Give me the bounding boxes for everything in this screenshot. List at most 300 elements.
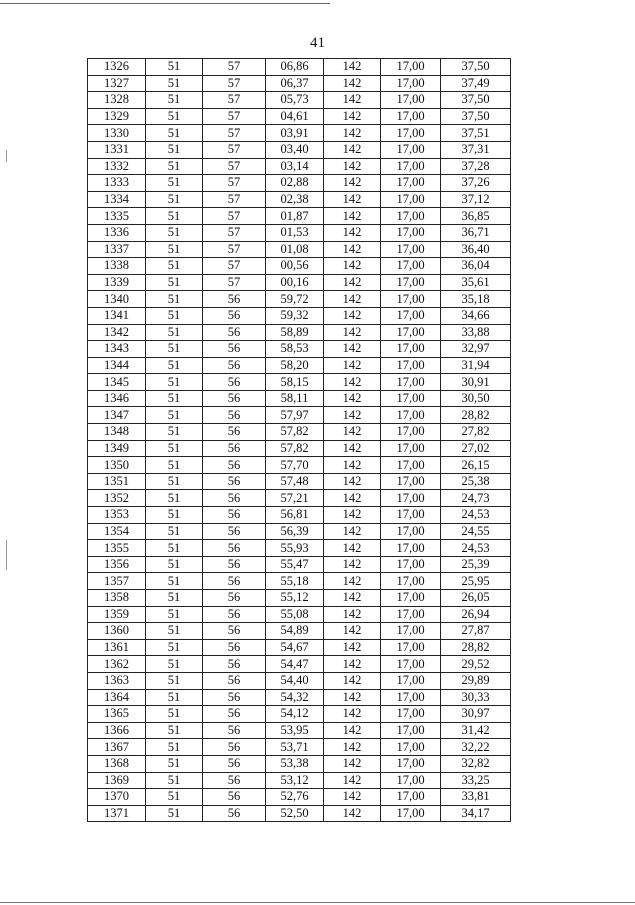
table-cell: 17,00 [381, 623, 441, 640]
table-cell: 57,70 [266, 457, 324, 474]
table-cell: 57 [203, 108, 266, 125]
table-cell: 142 [324, 158, 381, 175]
table-cell: 54,47 [266, 656, 324, 673]
table-cell: 34,17 [441, 805, 511, 822]
table-cell: 51 [146, 175, 203, 192]
table-cell: 57 [203, 175, 266, 192]
table-cell: 17,00 [381, 772, 441, 789]
table-cell: 29,52 [441, 656, 511, 673]
table-cell: 56 [203, 324, 266, 341]
table-cell: 56 [203, 407, 266, 424]
table-cell: 57 [203, 224, 266, 241]
table-cell: 54,40 [266, 672, 324, 689]
table-cell: 17,00 [381, 191, 441, 208]
table-cell: 53,71 [266, 739, 324, 756]
table-row [88, 141, 511, 158]
table-cell: 17,00 [381, 440, 441, 457]
table-cell: 1337 [88, 241, 146, 258]
table-cell: 1342 [88, 324, 146, 341]
table-row [88, 722, 511, 739]
table-cell: 37,50 [441, 92, 511, 109]
table-cell: 57,82 [266, 440, 324, 457]
table-cell: 142 [324, 224, 381, 241]
table-row [88, 523, 511, 540]
table-row [88, 490, 511, 507]
table-cell: 56 [203, 424, 266, 441]
table-cell: 27,82 [441, 424, 511, 441]
table-cell: 1365 [88, 706, 146, 723]
table-cell: 142 [324, 175, 381, 192]
table-cell: 142 [324, 573, 381, 590]
scan-mark [6, 540, 7, 570]
table-cell: 51 [146, 639, 203, 656]
table-cell: 58,11 [266, 390, 324, 407]
table-row [88, 208, 511, 225]
table-cell: 51 [146, 507, 203, 524]
table-cell: 51 [146, 523, 203, 540]
table-cell: 57,21 [266, 490, 324, 507]
table-cell: 56,81 [266, 507, 324, 524]
table-row [88, 307, 511, 324]
table-cell: 17,00 [381, 125, 441, 142]
table-cell: 17,00 [381, 274, 441, 291]
table-cell: 142 [324, 59, 381, 76]
table-cell: 1361 [88, 639, 146, 656]
table-cell: 142 [324, 457, 381, 474]
table-cell: 31,42 [441, 722, 511, 739]
table-cell: 56 [203, 440, 266, 457]
table-cell: 59,32 [266, 307, 324, 324]
table-cell: 51 [146, 755, 203, 772]
table-cell: 1366 [88, 722, 146, 739]
table-cell: 142 [324, 639, 381, 656]
table-cell: 142 [324, 706, 381, 723]
table-row [88, 789, 511, 806]
table-cell: 53,12 [266, 772, 324, 789]
table-cell: 02,88 [266, 175, 324, 192]
table-cell: 55,47 [266, 556, 324, 573]
table-cell: 17,00 [381, 341, 441, 358]
table-cell: 51 [146, 440, 203, 457]
table-cell: 28,82 [441, 407, 511, 424]
table-cell: 1333 [88, 175, 146, 192]
table-cell: 30,33 [441, 689, 511, 706]
coordinates-table [87, 58, 511, 822]
table-cell: 1359 [88, 606, 146, 623]
table-cell: 03,91 [266, 125, 324, 142]
table-cell: 1347 [88, 407, 146, 424]
table-cell: 57 [203, 125, 266, 142]
table-cell: 17,00 [381, 706, 441, 723]
table-cell: 142 [324, 739, 381, 756]
table-cell: 1344 [88, 357, 146, 374]
table-cell: 36,85 [441, 208, 511, 225]
table-cell: 1352 [88, 490, 146, 507]
table-cell: 37,49 [441, 75, 511, 92]
table-cell: 1353 [88, 507, 146, 524]
table-cell: 54,67 [266, 639, 324, 656]
table-cell: 56 [203, 672, 266, 689]
table-cell: 37,50 [441, 59, 511, 76]
table-cell: 1350 [88, 457, 146, 474]
table-cell: 17,00 [381, 507, 441, 524]
table-cell: 26,15 [441, 457, 511, 474]
table-cell: 1356 [88, 556, 146, 573]
table-cell: 142 [324, 623, 381, 640]
table-cell: 00,16 [266, 274, 324, 291]
table-cell: 51 [146, 125, 203, 142]
table-row [88, 706, 511, 723]
table-cell: 17,00 [381, 407, 441, 424]
table-cell: 17,00 [381, 672, 441, 689]
table-cell: 1348 [88, 424, 146, 441]
table-cell: 27,02 [441, 440, 511, 457]
table-row [88, 507, 511, 524]
table-cell: 17,00 [381, 291, 441, 308]
table-cell: 51 [146, 672, 203, 689]
table-row [88, 672, 511, 689]
table-cell: 04,61 [266, 108, 324, 125]
table-cell: 57 [203, 75, 266, 92]
table-cell: 58,89 [266, 324, 324, 341]
table-cell: 1345 [88, 374, 146, 391]
table-cell: 56 [203, 341, 266, 358]
table-cell: 24,73 [441, 490, 511, 507]
scan-mark [6, 150, 7, 162]
table-cell: 33,25 [441, 772, 511, 789]
table-cell: 17,00 [381, 175, 441, 192]
table-cell: 17,00 [381, 789, 441, 806]
table-row [88, 374, 511, 391]
table-row [88, 258, 511, 275]
table-cell: 17,00 [381, 390, 441, 407]
table-cell: 1355 [88, 540, 146, 557]
table-cell: 142 [324, 672, 381, 689]
table-row [88, 540, 511, 557]
table-cell: 1327 [88, 75, 146, 92]
table-cell: 51 [146, 357, 203, 374]
table-cell: 51 [146, 407, 203, 424]
table-cell: 1371 [88, 805, 146, 822]
table-cell: 17,00 [381, 108, 441, 125]
table-cell: 1349 [88, 440, 146, 457]
table-cell: 142 [324, 274, 381, 291]
table-cell: 33,81 [441, 789, 511, 806]
table-cell: 17,00 [381, 556, 441, 573]
table-cell: 51 [146, 374, 203, 391]
table-cell: 37,12 [441, 191, 511, 208]
table-row [88, 108, 511, 125]
table-cell: 55,18 [266, 573, 324, 590]
table-cell: 32,97 [441, 341, 511, 358]
table-row [88, 772, 511, 789]
table-cell: 17,00 [381, 357, 441, 374]
table-cell: 36,40 [441, 241, 511, 258]
table-cell: 56 [203, 523, 266, 540]
table-cell: 17,00 [381, 241, 441, 258]
table-row [88, 75, 511, 92]
table-cell: 1362 [88, 656, 146, 673]
table-row [88, 440, 511, 457]
table-cell: 53,95 [266, 722, 324, 739]
table-cell: 142 [324, 258, 381, 275]
table-cell: 142 [324, 772, 381, 789]
table-cell: 51 [146, 158, 203, 175]
table-cell: 01,08 [266, 241, 324, 258]
table-cell: 1330 [88, 125, 146, 142]
table-cell: 31,94 [441, 357, 511, 374]
table-cell: 01,53 [266, 224, 324, 241]
table-row [88, 424, 511, 441]
table-cell: 56 [203, 722, 266, 739]
table-row [88, 573, 511, 590]
table-cell: 1328 [88, 92, 146, 109]
table-row [88, 158, 511, 175]
table-cell: 17,00 [381, 606, 441, 623]
table-cell: 51 [146, 739, 203, 756]
table-cell: 56 [203, 473, 266, 490]
table-cell: 56 [203, 789, 266, 806]
table-cell: 57 [203, 191, 266, 208]
table-cell: 55,08 [266, 606, 324, 623]
table-cell: 51 [146, 390, 203, 407]
table-cell: 17,00 [381, 590, 441, 607]
table-cell: 06,37 [266, 75, 324, 92]
table-cell: 30,50 [441, 390, 511, 407]
table-cell: 142 [324, 540, 381, 557]
table-cell: 142 [324, 374, 381, 391]
table-cell: 57,82 [266, 424, 324, 441]
table-cell: 17,00 [381, 424, 441, 441]
table-cell: 51 [146, 291, 203, 308]
table-cell: 58,20 [266, 357, 324, 374]
table-cell: 03,40 [266, 141, 324, 158]
table-row [88, 639, 511, 656]
table-cell: 1357 [88, 573, 146, 590]
table-cell: 1346 [88, 390, 146, 407]
table-cell: 56 [203, 357, 266, 374]
table-cell: 142 [324, 490, 381, 507]
table-cell: 02,38 [266, 191, 324, 208]
table-row [88, 606, 511, 623]
table-cell: 57 [203, 141, 266, 158]
table-cell: 06,86 [266, 59, 324, 76]
table-cell: 33,88 [441, 324, 511, 341]
table-row [88, 407, 511, 424]
table-cell: 56 [203, 573, 266, 590]
table-cell: 1332 [88, 158, 146, 175]
table-cell: 1329 [88, 108, 146, 125]
table-cell: 56 [203, 490, 266, 507]
table-cell: 142 [324, 324, 381, 341]
table-cell: 00,56 [266, 258, 324, 275]
table-cell: 25,39 [441, 556, 511, 573]
table-cell: 1334 [88, 191, 146, 208]
table-cell: 17,00 [381, 224, 441, 241]
table-cell: 57 [203, 158, 266, 175]
table-row [88, 224, 511, 241]
table-cell: 142 [324, 75, 381, 92]
table-cell: 1331 [88, 141, 146, 158]
table-row [88, 191, 511, 208]
table-cell: 17,00 [381, 755, 441, 772]
table-cell: 56 [203, 390, 266, 407]
table-row [88, 590, 511, 607]
table-cell: 142 [324, 789, 381, 806]
table-cell: 17,00 [381, 573, 441, 590]
table-cell: 142 [324, 191, 381, 208]
table-cell: 57 [203, 241, 266, 258]
table-cell: 142 [324, 656, 381, 673]
table-cell: 24,53 [441, 540, 511, 557]
table-row [88, 175, 511, 192]
table-cell: 1364 [88, 689, 146, 706]
table-row [88, 324, 511, 341]
table-cell: 17,00 [381, 739, 441, 756]
table-cell: 142 [324, 241, 381, 258]
table-cell: 56 [203, 706, 266, 723]
bottom-rule [0, 902, 635, 903]
table-cell: 17,00 [381, 805, 441, 822]
table-row [88, 739, 511, 756]
table-cell: 17,00 [381, 92, 441, 109]
table-cell: 51 [146, 208, 203, 225]
table-cell: 56 [203, 307, 266, 324]
table-cell: 142 [324, 125, 381, 142]
table-cell: 1358 [88, 590, 146, 607]
table-cell: 1335 [88, 208, 146, 225]
table-row [88, 689, 511, 706]
table-cell: 03,14 [266, 158, 324, 175]
table-cell: 36,71 [441, 224, 511, 241]
table-cell: 1341 [88, 307, 146, 324]
table-row [88, 341, 511, 358]
table-cell: 17,00 [381, 324, 441, 341]
table-cell: 51 [146, 789, 203, 806]
table-cell: 56 [203, 291, 266, 308]
table-cell: 52,50 [266, 805, 324, 822]
table-cell: 142 [324, 424, 381, 441]
table-cell: 27,87 [441, 623, 511, 640]
table-cell: 51 [146, 191, 203, 208]
table-cell: 51 [146, 606, 203, 623]
table-cell: 32,22 [441, 739, 511, 756]
table-cell: 56 [203, 805, 266, 822]
table-row [88, 274, 511, 291]
table-cell: 1354 [88, 523, 146, 540]
table-cell: 1369 [88, 772, 146, 789]
table-row [88, 92, 511, 109]
table-row [88, 755, 511, 772]
table-cell: 30,91 [441, 374, 511, 391]
table-cell: 25,38 [441, 473, 511, 490]
top-rule [0, 3, 330, 4]
table-cell: 51 [146, 473, 203, 490]
table-cell: 142 [324, 722, 381, 739]
table-cell: 51 [146, 274, 203, 291]
table-cell: 56 [203, 457, 266, 474]
table-cell: 51 [146, 540, 203, 557]
table-cell: 56 [203, 623, 266, 640]
table-cell: 51 [146, 75, 203, 92]
table-cell: 1363 [88, 672, 146, 689]
table-cell: 142 [324, 473, 381, 490]
table-cell: 51 [146, 241, 203, 258]
table-cell: 1370 [88, 789, 146, 806]
table-row [88, 656, 511, 673]
table-cell: 1338 [88, 258, 146, 275]
table-cell: 29,89 [441, 672, 511, 689]
table-cell: 51 [146, 623, 203, 640]
table-cell: 17,00 [381, 639, 441, 656]
table-cell: 17,00 [381, 523, 441, 540]
table-cell: 1360 [88, 623, 146, 640]
table-cell: 58,53 [266, 341, 324, 358]
table-cell: 54,89 [266, 623, 324, 640]
table-cell: 56 [203, 689, 266, 706]
table-cell: 17,00 [381, 75, 441, 92]
table-cell: 1326 [88, 59, 146, 76]
table-cell: 51 [146, 324, 203, 341]
table-cell: 17,00 [381, 141, 441, 158]
table-cell: 51 [146, 307, 203, 324]
table-cell: 1340 [88, 291, 146, 308]
table-cell: 51 [146, 556, 203, 573]
table-cell: 56 [203, 507, 266, 524]
table-cell: 53,38 [266, 755, 324, 772]
table-cell: 56 [203, 540, 266, 557]
table-cell: 142 [324, 590, 381, 607]
table-cell: 1339 [88, 274, 146, 291]
table-cell: 17,00 [381, 689, 441, 706]
table-cell: 142 [324, 805, 381, 822]
table-cell: 17,00 [381, 540, 441, 557]
table-cell: 142 [324, 407, 381, 424]
table-cell: 51 [146, 424, 203, 441]
table-cell: 17,00 [381, 374, 441, 391]
table-cell: 142 [324, 689, 381, 706]
table-cell: 59,72 [266, 291, 324, 308]
table-cell: 24,53 [441, 507, 511, 524]
table-row [88, 805, 511, 822]
table-cell: 51 [146, 258, 203, 275]
table-cell: 142 [324, 108, 381, 125]
table-cell: 1367 [88, 739, 146, 756]
table-cell: 28,82 [441, 639, 511, 656]
table-cell: 142 [324, 307, 381, 324]
table-cell: 142 [324, 556, 381, 573]
table-cell: 17,00 [381, 208, 441, 225]
table-cell: 142 [324, 390, 381, 407]
table-cell: 24,55 [441, 523, 511, 540]
table-cell: 56 [203, 374, 266, 391]
table-cell: 37,51 [441, 125, 511, 142]
table-cell: 142 [324, 523, 381, 540]
table-cell: 142 [324, 440, 381, 457]
table-body [88, 59, 511, 822]
table-row [88, 390, 511, 407]
table-cell: 51 [146, 490, 203, 507]
table-cell: 17,00 [381, 258, 441, 275]
table-cell: 142 [324, 141, 381, 158]
table-cell: 57,97 [266, 407, 324, 424]
table-cell: 17,00 [381, 59, 441, 76]
table-cell: 51 [146, 590, 203, 607]
table-cell: 51 [146, 92, 203, 109]
table-cell: 55,12 [266, 590, 324, 607]
table-cell: 51 [146, 108, 203, 125]
table-cell: 51 [146, 573, 203, 590]
